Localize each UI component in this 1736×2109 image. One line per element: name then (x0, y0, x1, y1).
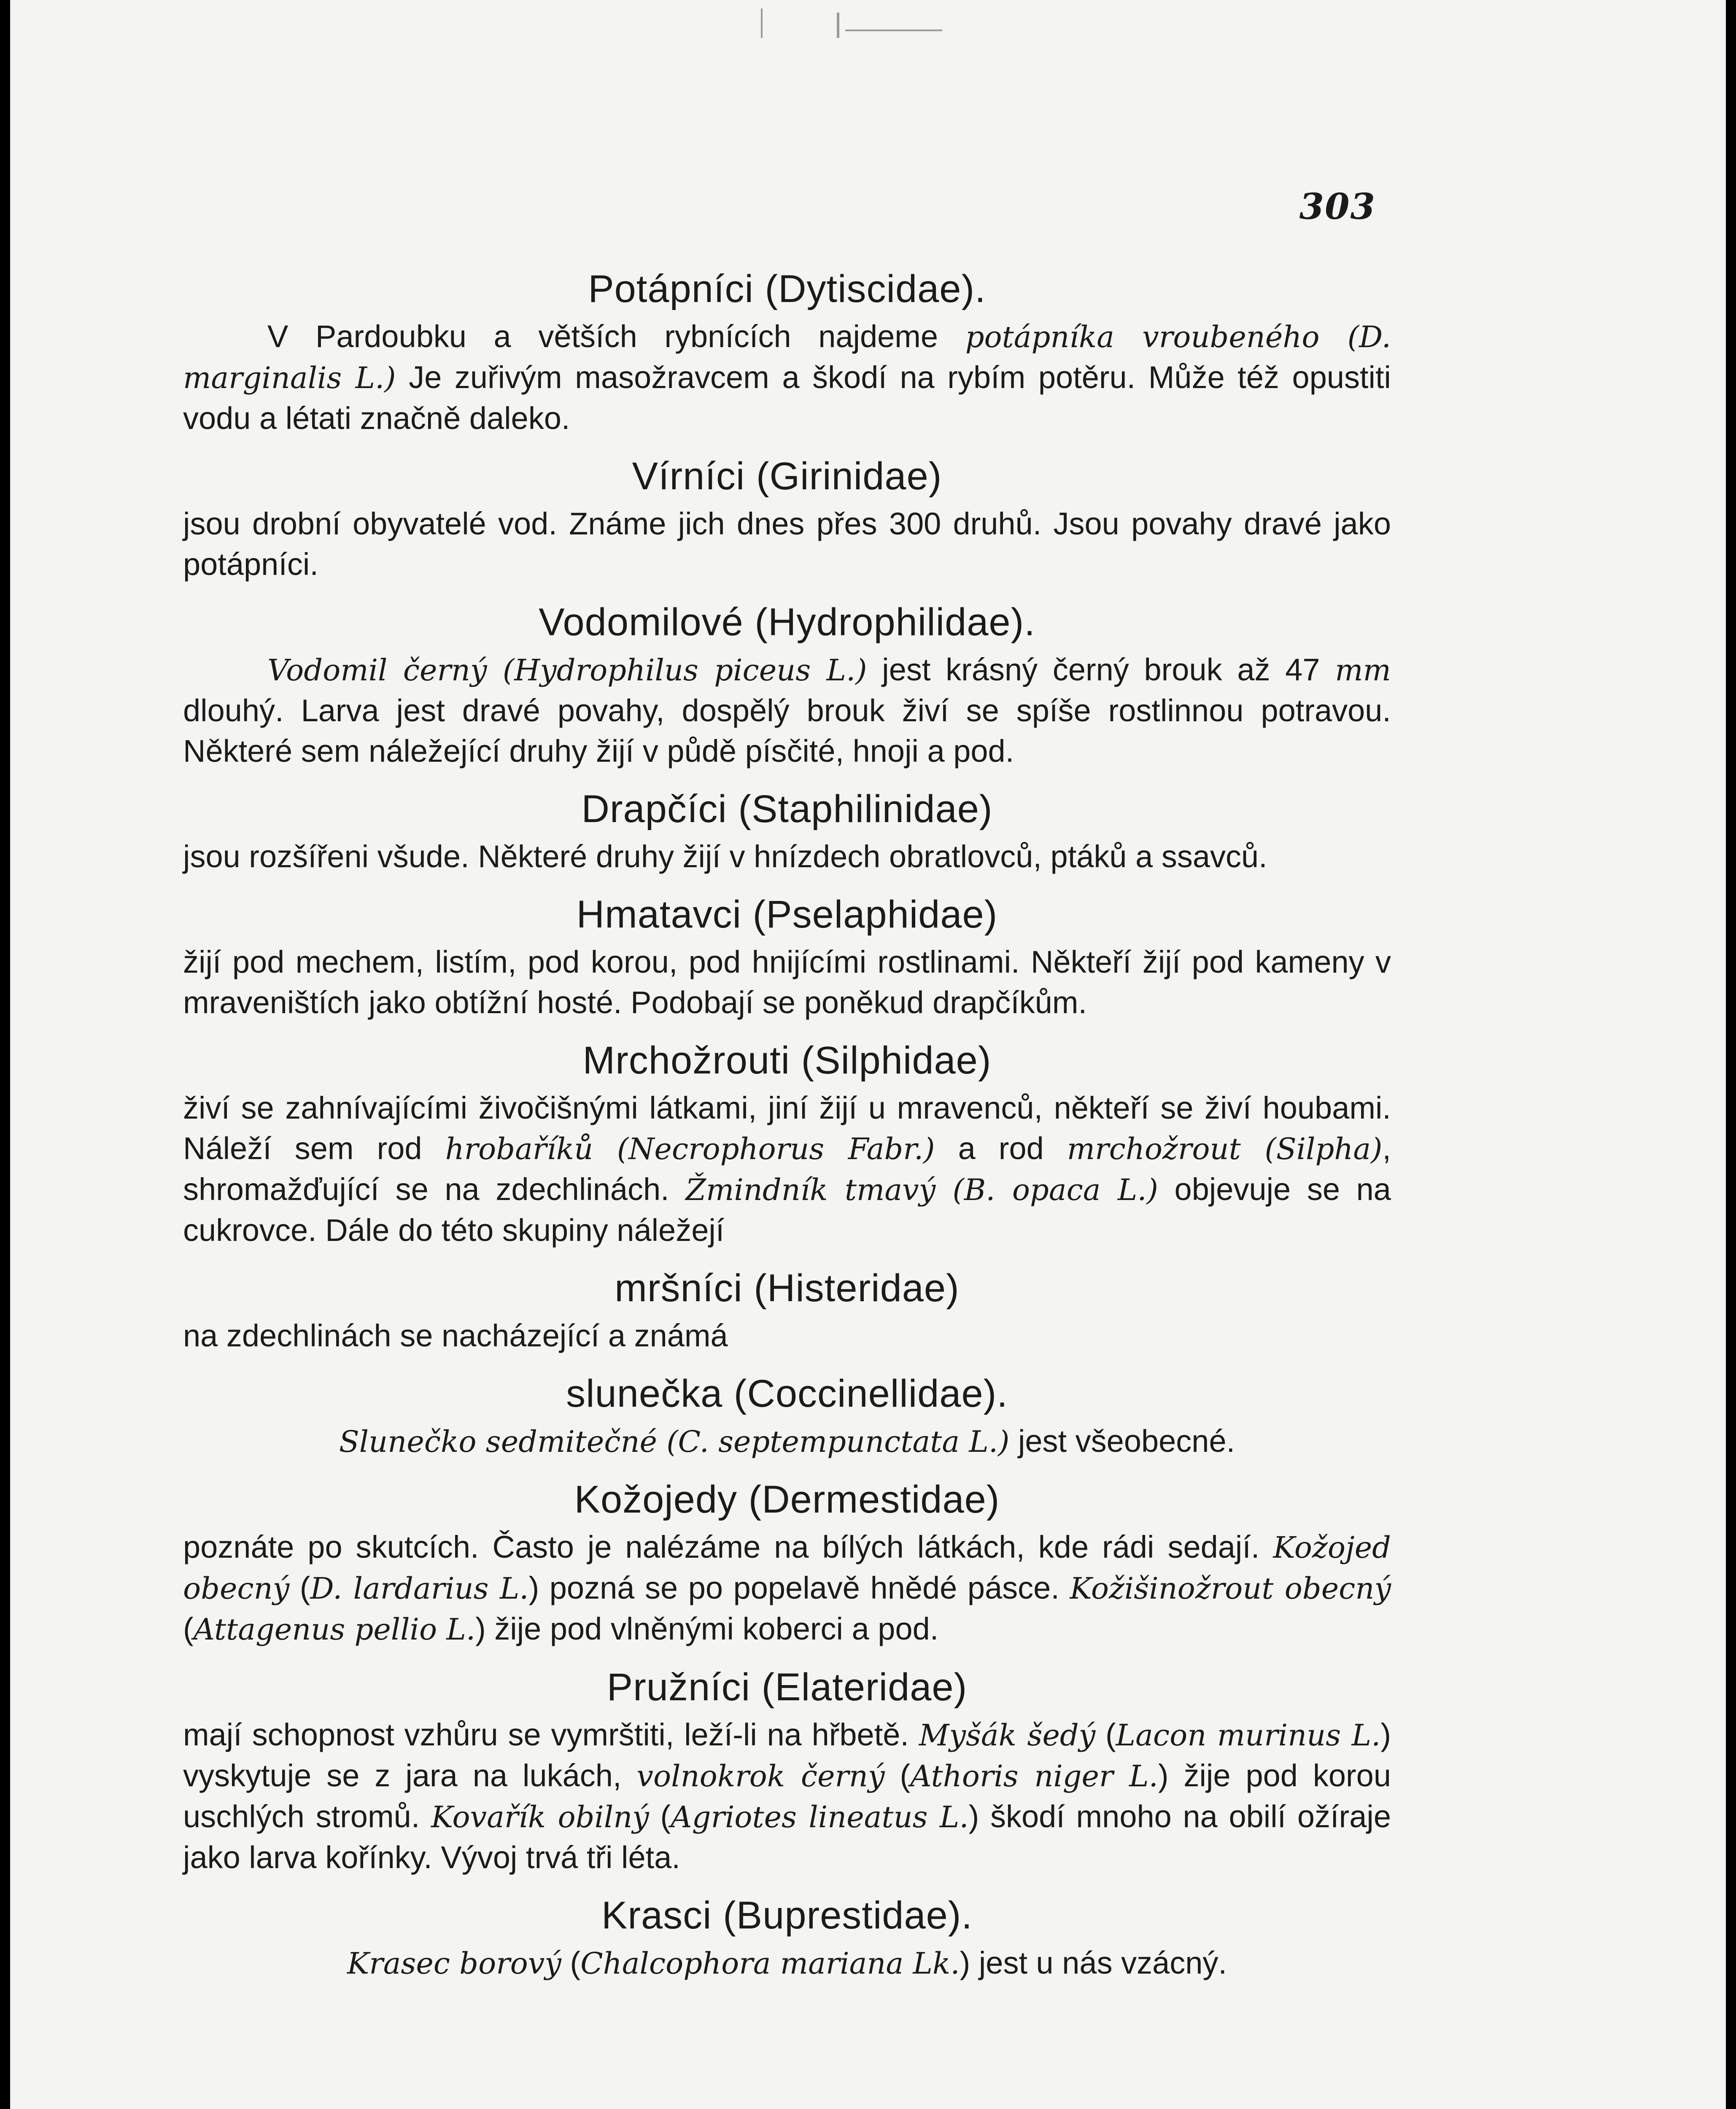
section-paragraph (183, 316, 1391, 439)
section-paragraph (183, 504, 1391, 585)
species-name: Slunečko sedmitečné (C. septempunctata L.) (339, 1424, 1010, 1459)
text-run: , shromažďující se na zdechlinách. (183, 1131, 1391, 1207)
text-run: ( (884, 1758, 911, 1793)
species-name: D. lardarius L. (310, 1571, 529, 1606)
text-run: ) žije pod vlněnými koberci a pod. (475, 1611, 939, 1646)
species-name: hrobaříků (Necrophorus Fabr.) (445, 1132, 935, 1166)
species-name: Chalcophora mariana Lk. (580, 1946, 960, 1981)
section-heading: Vírníci (Girinidae) (632, 455, 942, 498)
text-run: ( (649, 1799, 671, 1834)
text-run: ) jest u nás vzácný. (960, 1945, 1227, 1980)
text-run: jest všeobecné. (1009, 1424, 1235, 1459)
text-run: ( (1095, 1717, 1116, 1752)
text-run: poznáte po skutcích. Často je nalézáme na bílých látkách, kde rádi sedají. (183, 1529, 1273, 1564)
species-name: mm (1335, 653, 1391, 688)
species-name: Žmindník tmavý (B. opaca L.) (685, 1173, 1158, 1207)
species-name: Vodomil černý (Hydrophilus piceus L.) (267, 653, 867, 688)
section-paragraph (183, 1943, 1391, 1984)
text-run: Je zuřivým masožravcem a škodí na rybím potěru. Může též opustiti vodu a létati značně daleko. (183, 360, 1391, 436)
section-heading: Potápníci (Dytiscidae). (588, 267, 986, 310)
section-paragraph (183, 1527, 1391, 1650)
species-name: Lacon murinus L. (1116, 1718, 1381, 1753)
section-heading: Hmatavci (Pselaphidae) (576, 893, 998, 936)
text-run: ( (561, 1945, 581, 1980)
text-run: dlouhý. Larva jest dravé povahy, dospělý brouk živí se spíše rostlinnou potravou. Některé sem náležející druhy žijí v půdě písčité, hnoji a pod. (183, 693, 1391, 769)
scanned-page (10, 0, 1726, 2109)
text-run: na zdechlinách se nacházející a známá (183, 1318, 728, 1353)
text-run: žijí pod mechem, listím, pod korou, pod hnijícími rostlinami. Někteří žijí pod kameny v mraveništích jako obtížní hosté. Podobají se poněkud drapčíkům. (183, 944, 1391, 1020)
species-name: Agriotes lineatus L. (671, 1800, 969, 1834)
section-heading: Mrchožrouti (Silphidae) (582, 1039, 992, 1082)
page-number: 303 (1299, 186, 1376, 227)
text-run: mají schopnost vzhůru se vymrštiti, leží-li na hřbetě. (183, 1717, 919, 1752)
section-heading: slunečka (Coccinellidae). (566, 1372, 1008, 1415)
species-name: volnokrok černý (636, 1759, 885, 1793)
species-name: Athoris niger L. (910, 1759, 1158, 1793)
section-paragraph (183, 1715, 1391, 1878)
species-name: Attagenus pellio L. (193, 1612, 476, 1647)
species-name: potápníka vroubeného (D. marginalis L.) (183, 320, 1391, 395)
text-run: ) škodí mnoho na obilí ožíraje jako larva kořínky. Vývoj trvá tři léta. (183, 1799, 1391, 1875)
text-run: živí se zahnívajícími živočišnými látkami, jiní žijí u mravenců, někteří se živí houbami. Náleží sem rod (183, 1090, 1391, 1166)
section-heading: mršníci (Histeridae) (615, 1267, 960, 1310)
text-run: a rod (935, 1131, 1067, 1166)
species-name: Kožišinožrout obecný (1070, 1571, 1391, 1606)
binding-mark (845, 30, 942, 31)
text-run: V Pardoubku a větších rybnících najdeme (267, 319, 965, 354)
text-run: jest krásný černý brouk až 47 (867, 652, 1335, 687)
species-name: Kožojed obecný (183, 1530, 1391, 1606)
binding-mark (837, 13, 839, 38)
text-run: ( (183, 1611, 194, 1646)
section-heading: Pružníci (Elateridae) (607, 1666, 968, 1709)
text-run: ) vyskytuje se z jara na lukách, (183, 1717, 1391, 1793)
species-name: mrchožrout (Silpha) (1067, 1132, 1383, 1166)
species-name: Kovařík obilný (431, 1800, 649, 1834)
section-heading: Drapčíci (Staphilinidae) (581, 788, 993, 831)
section-paragraph (183, 942, 1391, 1023)
species-name: Krasec borový (347, 1946, 561, 1981)
section-paragraph (183, 1088, 1391, 1251)
section-heading: Krasci (Buprestidae). (601, 1894, 973, 1937)
section-paragraph (183, 1421, 1391, 1462)
text-run: ) pozná se po popelavě hnědé pásce. (528, 1570, 1070, 1605)
binding-mark (761, 8, 763, 38)
text-run: jsou drobní obyvatelé vod. Známe jich dnes přes 300 druhů. Jsou povahy dravé jako potápníci. (183, 506, 1391, 582)
section-paragraph (183, 650, 1391, 771)
text-run: ) žije pod korou uschlých stromů. (183, 1758, 1391, 1834)
text-run: ( (289, 1570, 310, 1605)
section-paragraph (183, 836, 1391, 877)
section-paragraph (183, 1316, 1391, 1356)
species-name: Myšák šedý (919, 1718, 1096, 1753)
text-run: objevuje se na cukrovce. Dále do této skupiny náležejí (183, 1172, 1391, 1248)
section-heading: Kožojedy (Dermestidae) (574, 1478, 1000, 1521)
section-heading: Vodomilové (Hydrophilidae). (539, 601, 1035, 644)
text-run: jsou rozšířeni všude. Některé druhy žijí v hnízdech obratlovců, ptáků a ssavců. (183, 839, 1267, 874)
page-content (183, 262, 1391, 1994)
